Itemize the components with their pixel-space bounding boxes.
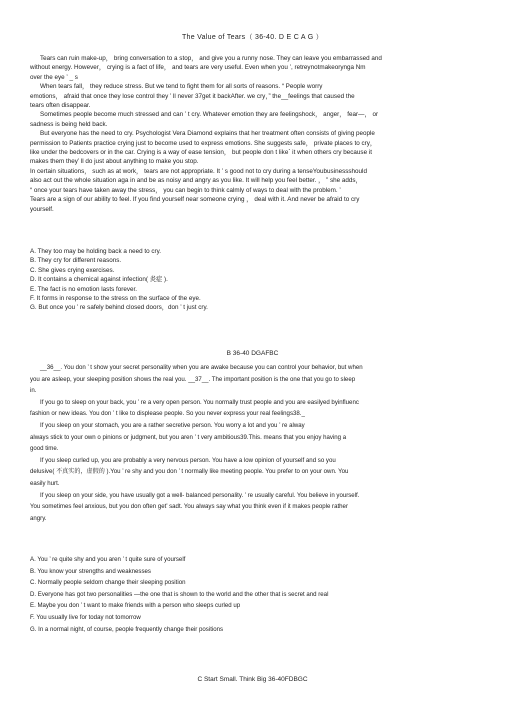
document-title: The Value of Tears（ 36-40. D E C A G ） [181, 34, 324, 41]
passage-line: You sometimes feel anxious, but you don often get’ sadt. You always say what you think even if it makes people rather [30, 503, 348, 511]
option-item: G. But once you ’ re safely behind closed doors，don ’ t just cry. [30, 304, 208, 312]
passage-line: sadness is being held back. [30, 120, 108, 128]
option-item: E. The fact is no emotion lasts forever. [30, 285, 137, 293]
passage-line: Tears can ruin make-up， bring conversation to a stop， and give you a runny nose. They can leave you embarrassed and [40, 55, 382, 62]
passage-line: makes them they’ ll do just about anything to make you stop. [30, 158, 199, 166]
passage-b [30, 362, 496, 524]
passage-line: If you sleep curled up, you are probably a very nervous person. You have a low opinion of yourself and so you [40, 456, 336, 464]
passage-line: also act out the whole situation aga in and be as noisy and angry as you like. It will help you feel better. ， ” she adds， [30, 177, 362, 185]
section-b-title: B 36-40 DGAFBC [226, 350, 279, 357]
passage-line: If you sleep on your side, you have usually got a well- balanced personality. ’ re usually careful. You believe in yourself. [40, 491, 360, 499]
option-item: C. Normally people seldom change their sleeping position [30, 579, 186, 587]
passage-a [30, 54, 492, 214]
option-item: F. You usually live for today not tomorrow [30, 613, 141, 621]
option-item: D. It contains a chemical against infection( 炎症 ). [30, 276, 168, 284]
passage-line: delusive( 不真实的，虚假的 ).You ’ re shy and you don ’ t normally like meeting people. You prefer to on your own. You [30, 468, 349, 476]
passage-line: good time. [30, 445, 59, 453]
passage-line: Tears are a sign of our ability to feel. If you find yourself near someone crying ， deal with it. And never be afraid to cry [30, 196, 360, 204]
passage-line: If you sleep on your stomach, you are a rather secretive person. You worry a lot and you ’ re alway [40, 421, 305, 429]
option-item: C. She gives crying exercises. [30, 266, 115, 274]
passage-line: “ once your tears have taken away the stress， you can begin to think calmly of ways to deal with the problem. ʼ [30, 186, 341, 194]
option-item: E. Maybe you don ’ t want to make friends with a person who sleeps curled up [30, 602, 241, 610]
passage-line: easily hurt. [30, 479, 60, 487]
option-item: B. You know your strengths and weaknesses [30, 567, 151, 575]
passage-line: Sometimes people become much stressed and can ’ t cry. Whatever emotion they are feelingshock， anger， fear—， or [40, 111, 379, 119]
passage-line: always stick to your own o pinions or judgment, but you aren ’ t very ambitious39.This. means that you enjoy having a [30, 433, 347, 441]
passage-line: you are asleep, your sleeping position shows the real you. __37__. The important position is the one that you go to sleep [30, 375, 356, 383]
option-item: A. You ’ re quite shy and you aren ’ t quite sure of yourself [30, 556, 186, 563]
passage-line: emotions， afraid that once they lose control they ’ ll never 37get it backAfter. we cry，” the__feelings that caused the [30, 92, 355, 100]
passage-line: permission to Patients practice crying just to become used to express emotions. She suggests safe， private places to cry， [30, 139, 377, 147]
passage-line: without energy. However， crying is a fact of life， and tears are very useful. Even when you ’, retreynotmakeorynga Nm [30, 64, 366, 72]
option-item: B. They cry for different reasons. [30, 257, 122, 265]
option-item: A. They too may be holding back a need to cry. [30, 248, 162, 255]
passage-line: over the eye ʼ _ s [30, 73, 78, 81]
option-item: G. In a normal night, of course, people frequently change their positions [30, 625, 224, 633]
options-b [30, 554, 496, 635]
section-c-title: C Start Small. Think Big 36-40FDBGC [197, 676, 308, 683]
passage-line: In certain situations， such as at work， tears are not appropriate. It ’ s good not to cry during a tenseYoubusinessshould [30, 167, 367, 175]
passage-line: angry. [30, 514, 47, 522]
passage-line: When tears fall， they reduce stress. But we tend to fight them for all sorts of reasons. “ People worry [40, 83, 323, 91]
passage-line: in. [30, 387, 37, 395]
passage-line: fashion or new ideas. You don ’ t like to displease people. So you never express your real feelings38._ [30, 410, 305, 418]
option-item: F. It forms in response to the stress on the surface of the eye. [30, 295, 201, 303]
passage-line: yourself. [30, 205, 54, 213]
passage-line: If you go to sleep on your back, you ’ re a very open person. You normally trust people and you are easilyed byinfluenc [40, 398, 359, 406]
passage-line: But everyone has the need to cry. Psychologist Vera Diamond explains that her treatment often consists of giving people [40, 130, 375, 138]
passage-line: __36__. You don ’ t show your secret personality when you are awake because you can control your behavior, but when [40, 364, 363, 371]
passage-line: like under the bedcovers or in the car. Crying is a way of ease tension， but people don t likeˋ it when others cry because it [30, 149, 372, 157]
passage-line: tears often disappear. [30, 102, 91, 110]
option-item: D. Everyone has got two personalities —the one that is shown to the world and the other that is secret and real [30, 590, 329, 598]
options-a [30, 247, 492, 313]
